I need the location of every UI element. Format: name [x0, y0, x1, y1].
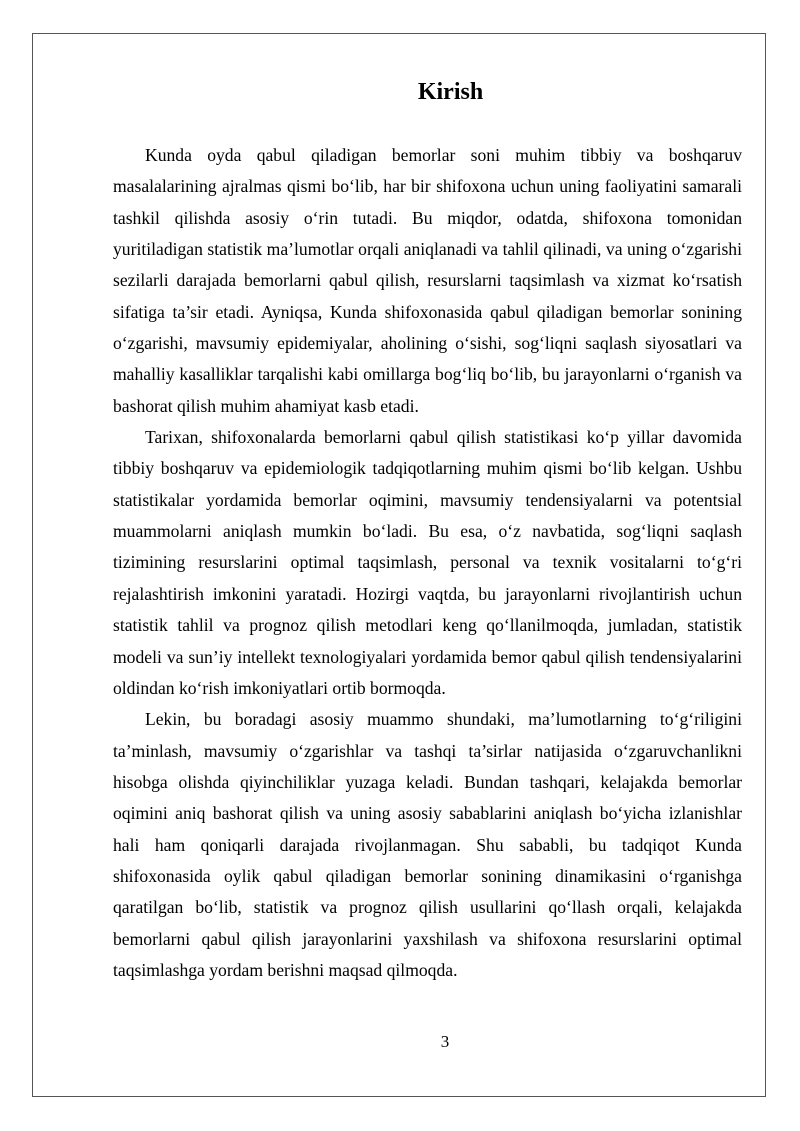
- paragraph-3: Lekin, bu boradagi asosiy muammo shundaki, ma’lumotlarning to‘g‘riligini ta’minlash, mavsumiy o‘zgarishlar va tashqi ta’sirlar natijasida o‘zgaruvchanlikni hisobga olishda qiyinchiliklar yuzaga keladi. Bundan tashqari, kelajakda bemorlar oqimini aniq bashorat qilish va uning asosiy sabablarini aniqlash bo‘yicha izlanishlar hali ham qoniqarli darajada rivojlanmagan. Shu sababli, bu tadqiqot Kunda shifoxonasida oylik qabul qiladigan bemorlar sonining dinamikasini o‘rganishga qaratilgan bo‘lib, statistik va prognoz qilish usullarini qo‘llash orqali, kelajakda bemorlarni qabul qilish jarayonlarini yaxshilash va shifoxona resurslarini optimal taqsimlashga yordam berishni maqsad qilmoqda.: [113, 709, 742, 980]
- page-title: Kirish: [417, 79, 484, 105]
- body-text: [113, 140, 742, 986]
- page-number: 3: [440, 1032, 450, 1051]
- paragraph-2: Tarixan, shifoxonalarda bemorlarni qabul qilish statistikasi ko‘p yillar davomida tibbiy boshqaruv va epidemiologik tadqiqotlarning muhim qismi bo‘lib kelgan. Ushbu statistikalar yordamida bemorlar oqimini, mavsumiy tendensiyalarni va potentsial muammolarni aniqlash mumkin bo‘ladi. Bu esa, o‘z navbatida, sog‘liqni saqlash tizimining resurslarini optimal taqsimlash, personal va texnik vositalarni to‘g‘ri rejalashtirish imkonini yaratadi. Hozirgi vaqtda, bu jarayonlarni rivojlantirish uchun statistik tahlil va prognoz qilish metodlari keng qo‘llanilmoqda, jumladan, statistik modeli va sun’iy intellekt texnologiyalari yordamida bemor qabul qilish tendensiyalarini oldindan ko‘rish imkoniyatlari ortib bormoqda.: [113, 427, 742, 698]
- paragraph-1: Kunda oyda qabul qiladigan bemorlar soni muhim tibbiy va boshqaruv masalalarining ajralmas qismi bo‘lib, har bir shifoxona uchun uning faoliyatini samarali tashkil qilishda asosiy o‘rin tutadi. Bu miqdor, odatda, shifoxona tomonidan yuritiladigan statistik ma’lumotlar orqali aniqlanadi va tahlil qilinadi, va uning o‘zgarishi sezilarli darajada bemorlarni qabul qilish, resurslarni taqsimlash va xizmat ko‘rsatish sifatiga ta’sir etadi. Ayniqsa, Kunda shifoxonasida qabul qiladigan bemorlar sonining o‘zgarishi, mavsumiy epidemiyalar, aholining o‘sishi, sog‘liqni saqlash siyosatlari va mahalliy kasalliklar tarqalishi kabi omillarga bog‘liq bo‘lib, bu jarayonlarni o‘rganish va bashorat qilish muhim ahamiyat kasb etadi.: [113, 145, 742, 416]
- page-content: [113, 74, 742, 986]
